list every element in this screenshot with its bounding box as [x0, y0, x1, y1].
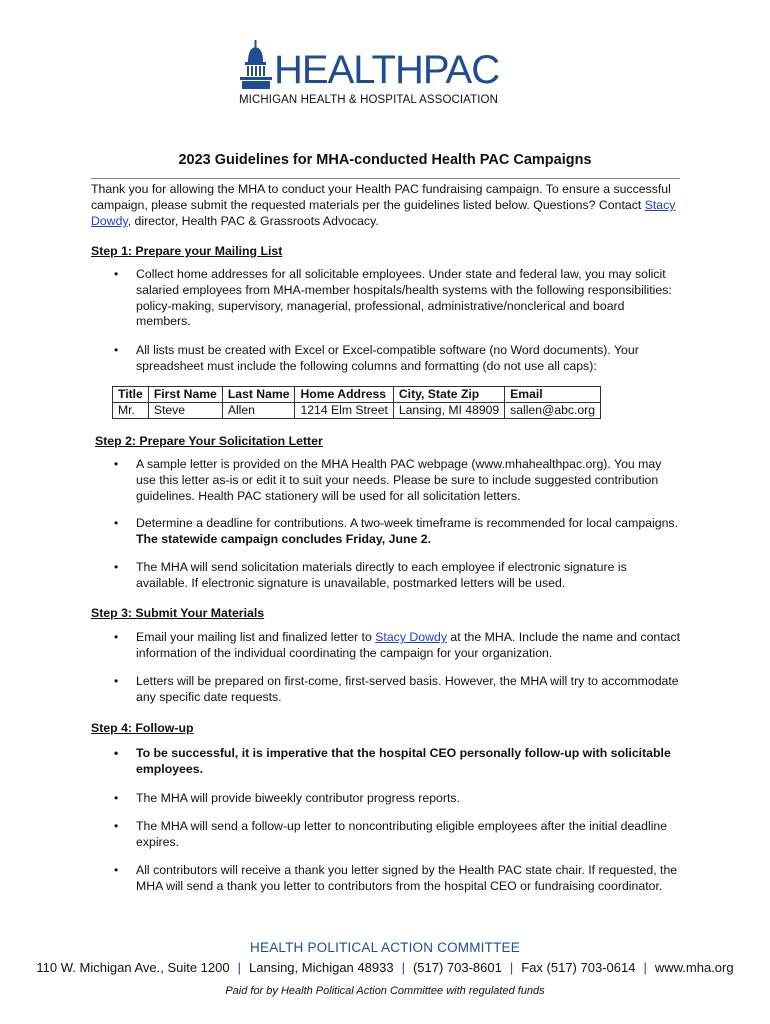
step2-bullet-1: • A sample letter is provided on the MHA Health PAC webpage (www.mhahealthpac.org). You may use this letter as-is or edit it to suit your needs. Please be sure to include suggested contribution guidelines. Health PAC stationery will be used for all solicitation letters.: [136, 457, 681, 504]
footer-separator: |: [237, 960, 241, 975]
step1-bullet-1: • Collect home addresses for all solicitable employees. Under state and federal law, you may solicit salaried employees from MHA-member hospitals/health systems with the following responsibilities: policy-making, supervisory, managerial, professional, administrative/nonclerical and board members.: [136, 267, 681, 330]
step2-heading: Step 2: Prepare Your Solicitation Letter: [95, 434, 323, 448]
step2-bullet-3: • The MHA will send solicitation materials directly to each employee if electronic signature is available. If electronic signature is unavailable, postmarked letters will be used.: [136, 560, 681, 592]
footer-website: www.mha.org: [654, 960, 734, 975]
step4-bullet-3: • The MHA will send a follow-up letter to noncontributing eligible employees after the initial deadline expires.: [136, 819, 681, 851]
footer-address: 110 W. Michigan Ave., Suite 1200: [36, 960, 230, 975]
table-header: City, State Zip: [393, 387, 504, 403]
step3-bullet-1-text-end: at the MHA. Include the name and contact information of the individual coordinating the campaign for your organization.: [136, 630, 681, 660]
step3-bullet-2: • Letters will be prepared on first-come, first-served basis. However, the MHA will try to accommodate any specific date requests.: [136, 674, 681, 706]
campaign-deadline: The statewide campaign concludes Friday, June 2.: [136, 531, 431, 546]
table-header-row: [113, 387, 601, 403]
table-header: Email: [505, 387, 601, 403]
table-row: [113, 403, 601, 419]
table-cell: Allen: [222, 403, 295, 419]
footer-contact-line: [0, 960, 770, 975]
title-divider: [91, 178, 680, 179]
paid-for-disclaimer: Paid for by Health Political Action Committee with regulated funds: [225, 985, 545, 997]
logo-word-pac: PAC: [422, 48, 500, 92]
footer-separator: |: [643, 960, 647, 975]
footer-phone: (517) 703-8601: [412, 960, 502, 975]
step1-bullet-2: • All lists must be created with Excel or Excel-compatible software (no Word documents). Your spreadsheet must include the following columns and formatting (do not use all caps):: [136, 343, 681, 375]
table-header: Title: [113, 387, 149, 403]
logo-word-health: HEALTH: [274, 48, 423, 92]
table-header: First Name: [148, 387, 222, 403]
table-cell: sallen@abc.org: [505, 403, 601, 419]
step3-bullet-1-text: Email your mailing list and finalized letter to: [136, 630, 376, 644]
logo-wordmark: [274, 50, 499, 90]
step2-bullet-2-text: Determine a deadline for contributions. A two-week timeframe is recommended for local campaigns.: [136, 516, 678, 530]
footer-fax: Fax (517) 703-0614: [521, 960, 636, 975]
step4-bullet-1: • To be successful, it is imperative that the hospital CEO personally follow-up with solicitable employees.: [136, 746, 681, 778]
spreadsheet-format-table: [112, 386, 601, 419]
step3-bullet-1: [136, 630, 681, 662]
contact-link-step3[interactable]: Stacy Dowdy: [375, 630, 447, 644]
table-cell: Mr.: [113, 403, 149, 419]
page-title: 2023 Guidelines for MHA-conducted Health PAC Campaigns: [178, 152, 592, 168]
healthpac-logo: [238, 40, 498, 110]
logo-subtitle: MICHIGAN HEALTH & HOSPITAL ASSOCIATION: [239, 94, 498, 106]
intro-text: Thank you for allowing the MHA to conduct your Health PAC fundraising campaign. To ensure a successful campaign, please submit the requested materials per the guidelines listed below. Questions? Contact: [91, 182, 671, 212]
footer-heading: HEALTH POLITICAL ACTION COMMITTEE: [250, 940, 520, 955]
capitol-dome-icon: [238, 40, 274, 92]
footer-city: Lansing, Michigan 48933: [249, 960, 394, 975]
footer-separator: |: [401, 960, 405, 975]
step4-bullet-4: • All contributors will receive a thank you letter signed by the Health PAC state chair. If requested, the MHA will send a thank you letter to contributors from the hospital CEO or fundraising coordinator.: [136, 863, 681, 895]
intro-paragraph: [91, 181, 681, 229]
step2-bullet-2: [136, 516, 681, 548]
contact-link[interactable]: Stacy Dowdy: [91, 198, 676, 228]
footer-separator: |: [509, 960, 514, 975]
step3-heading: Step 3: Submit Your Materials: [91, 606, 265, 620]
step1-heading: Step 1: Prepare your Mailing List: [91, 244, 283, 258]
intro-text-end: , director, Health PAC & Grassroots Advocacy.: [127, 214, 379, 228]
table-header: Last Name: [222, 387, 295, 403]
table-cell: 1214 Elm Street: [295, 403, 393, 419]
step4-bullet-2: • The MHA will provide biweekly contributor progress reports.: [136, 791, 681, 807]
step4-heading: Step 4: Follow-up: [91, 721, 194, 735]
table-cell: Steve: [148, 403, 222, 419]
table-cell: Lansing, MI 48909: [393, 403, 504, 419]
table-header: Home Address: [295, 387, 393, 403]
